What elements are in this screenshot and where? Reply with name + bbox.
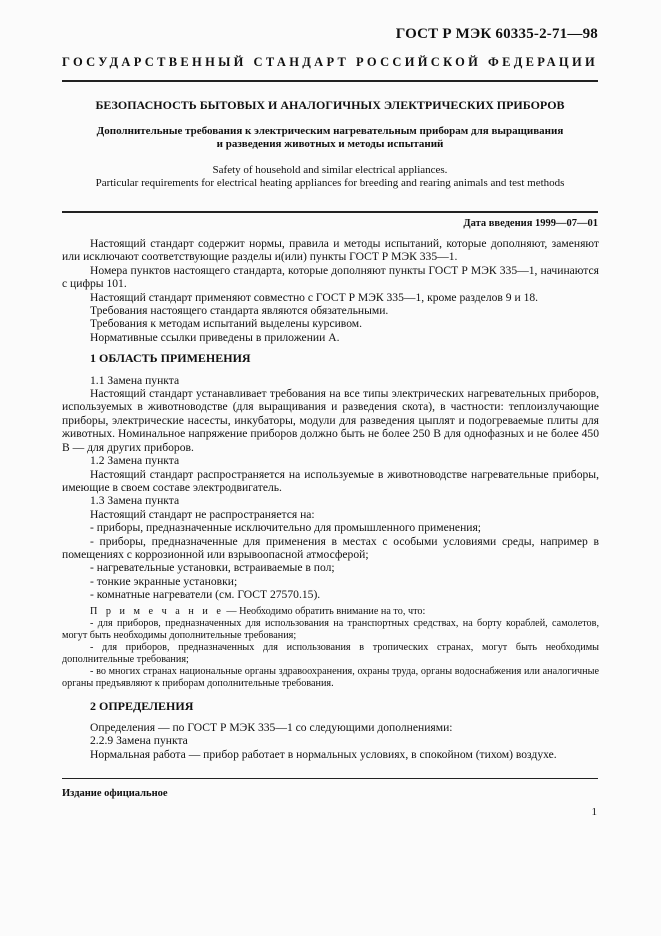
section-2-heading: 2 ОПРЕДЕЛЕНИЯ bbox=[90, 698, 194, 713]
intro-paragraph: Номера пунктов настоящего стандарта, которые дополняют пункты ГОСТ Р МЭК 335—1, начинаются с цифры 101. bbox=[62, 263, 599, 291]
clause-1-2-text: Настоящий стандарт распространяется на используемые в животноводстве нагревательные приборы, имеющие в своем составе электродвигатель. bbox=[62, 467, 599, 494]
page-number: 1 bbox=[591, 806, 597, 818]
note-item: - во многих странах национальные органы здравоохранения, охраны труда, органы водоснабжения или аналогичные органы предъявляют к приборам дополнительные требования. bbox=[62, 665, 599, 689]
exclusion-list-item: - приборы, предназначенные исключительно для промышленного применения; bbox=[90, 521, 482, 535]
english-title-line-2: Particular requirements for electrical heating appliances for breeding and rearing animals and test methods bbox=[95, 177, 565, 189]
state-standard-banner: ГОСУДАРСТВЕННЫЙ СТАНДАРТ РОССИЙСКОЙ ФЕДЕРАЦИИ bbox=[62, 55, 598, 69]
intro-paragraph: Настоящий стандарт содержит нормы, правила и методы испытаний, которые дополняют, заменяют или исключают соответствующие разделы и(или) пункты ГОСТ Р МЭК 335—1. bbox=[62, 237, 599, 264]
intro-paragraph: Нормативные ссылки приведены в приложении А. bbox=[90, 330, 340, 344]
note-intro-text: — Необходимо обратить внимание на то, что: bbox=[223, 605, 426, 617]
exclusion-list-item: - нагревательные установки, встраиваемые в пол; bbox=[90, 561, 335, 575]
document-subtitle bbox=[80, 125, 580, 151]
intro-paragraph: Настоящий стандарт применяют совместно с ГОСТ Р МЭК 335—1, кроме разделов 9 и 18. bbox=[90, 290, 539, 304]
clause-1-2-label: 1.2 Замена пункта bbox=[90, 454, 180, 468]
introduction-date: Дата введения 1999—07—01 bbox=[463, 218, 598, 229]
clause-1-1-label: 1.1 Замена пункта bbox=[90, 373, 180, 387]
clause-1-3-label: 1.3 Замена пункта bbox=[90, 494, 180, 508]
note-item: - для приборов, предназначенных для использования на транспортных средствах, на борту кораблей, самолетов, могут быть необходимы дополнительные требования; bbox=[62, 617, 599, 641]
clause-1-1-text: Настоящий стандарт устанавливает требования на все типы электрических нагревательных приборов, используемых в животноводстве (для выращивания и разведения скота), в частности: теплоизлучающие приборы, электрические насесты, инкубаторы, модули для разведения цыплят и подогреваемые плиты для животных. Номинальное напряжение приборов должно быть не более 250 В для однофазных и не более 450 В — для других приборов. bbox=[62, 387, 599, 454]
exclusion-list-item: - приборы, предназначенные для применения в местах с особыми условиями среды, например в помещениях с коррозионной или взрывоопасной атмосферой; bbox=[62, 534, 599, 561]
english-title bbox=[62, 164, 598, 190]
clause-2-2-9-label: 2.2.9 Замена пункта bbox=[90, 734, 188, 748]
note-item: - для приборов, предназначенных для использования в тропических странах, могут быть необходимы дополнительные требования; bbox=[62, 641, 599, 665]
section-1-heading: 1 ОБЛАСТЬ ПРИМЕНЕНИЯ bbox=[90, 351, 251, 366]
footer-divider bbox=[62, 778, 598, 779]
english-title-line-1: Safety of household and similar electrical appliances. bbox=[212, 164, 448, 176]
exclusion-list-item: - тонкие экранные установки; bbox=[90, 574, 238, 588]
note-label: П р и м е ч а н и е bbox=[90, 605, 224, 617]
title-divider bbox=[62, 211, 598, 213]
document-body bbox=[62, 237, 599, 761]
intro-paragraph: Требования настоящего стандарта являются обязательными. bbox=[90, 304, 389, 318]
clause-2-2-9-text: Нормальная работа — прибор работает в нормальных условиях, в спокойном (тихом) воздухе. bbox=[90, 747, 557, 761]
document-title: БЕЗОПАСНОСТЬ БЫТОВЫХ И АНАЛОГИЧНЫХ ЭЛЕКТРИЧЕСКИХ ПРИБОРОВ bbox=[95, 98, 565, 112]
document-code: ГОСТ Р МЭК 60335-2-71—98 bbox=[395, 26, 598, 42]
exclusion-list-item: - комнатные нагреватели (см. ГОСТ 27570.15). bbox=[90, 588, 321, 602]
official-edition-label: Издание официальное bbox=[62, 788, 168, 799]
clause-1-3-text: Настоящий стандарт не распространяется на: bbox=[90, 507, 315, 521]
intro-paragraph: Требования к методам испытаний выделены курсивом. bbox=[90, 317, 363, 331]
note-intro bbox=[62, 606, 599, 618]
top-divider bbox=[62, 80, 598, 82]
subtitle-line-1: Дополнительные требования к электрическим нагревательным приборам для выращивания bbox=[96, 125, 564, 137]
definitions-intro: Определения — по ГОСТ Р МЭК 335—1 со следующими дополнениями: bbox=[90, 720, 453, 734]
subtitle-line-2: и разведения животных и методы испытаний bbox=[216, 138, 444, 150]
